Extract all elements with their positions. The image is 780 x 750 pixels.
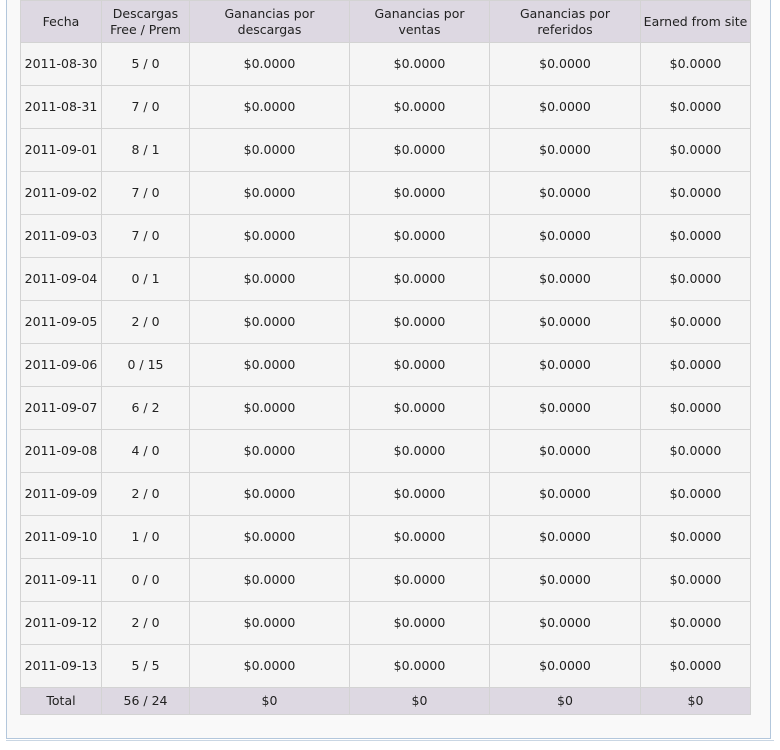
cell-downloads: 7 / 0 xyxy=(102,215,190,258)
cell-earn-downloads: $0.0000 xyxy=(190,516,350,559)
table-row xyxy=(21,301,751,344)
cell-date: 2011-09-07 xyxy=(21,387,102,430)
cell-earn-site: $0.0000 xyxy=(641,172,751,215)
cell-earn-site: $0.0000 xyxy=(641,43,751,86)
cell-earn-site: $0.0000 xyxy=(641,129,751,172)
cell-date: 2011-09-02 xyxy=(21,172,102,215)
cell-earn-downloads: $0.0000 xyxy=(190,86,350,129)
cell-earn-sales: $0.0000 xyxy=(350,344,490,387)
cell-date: 2011-09-04 xyxy=(21,258,102,301)
cell-date: 2011-09-11 xyxy=(21,559,102,602)
totals-downloads: 56 / 24 xyxy=(102,688,190,715)
cell-date: 2011-08-30 xyxy=(21,43,102,86)
table-row xyxy=(21,387,751,430)
cell-date: 2011-09-03 xyxy=(21,215,102,258)
panel-divider xyxy=(6,740,774,741)
cell-earn-sales: $0.0000 xyxy=(350,301,490,344)
totals-earn-site: $0 xyxy=(641,688,751,715)
cell-earn-referrals: $0.0000 xyxy=(490,645,641,688)
cell-downloads: 5 / 5 xyxy=(102,645,190,688)
cell-date: 2011-09-01 xyxy=(21,129,102,172)
cell-earn-sales: $0.0000 xyxy=(350,559,490,602)
cell-earn-sales: $0.0000 xyxy=(350,129,490,172)
cell-earn-referrals: $0.0000 xyxy=(490,344,641,387)
cell-earn-downloads: $0.0000 xyxy=(190,645,350,688)
cell-earn-site: $0.0000 xyxy=(641,387,751,430)
cell-earn-sales: $0.0000 xyxy=(350,645,490,688)
totals-earn-referrals: $0 xyxy=(490,688,641,715)
cell-earn-site: $0.0000 xyxy=(641,516,751,559)
cell-date: 2011-09-12 xyxy=(21,602,102,645)
cell-earn-referrals: $0.0000 xyxy=(490,215,641,258)
cell-downloads: 0 / 15 xyxy=(102,344,190,387)
cell-downloads: 0 / 0 xyxy=(102,559,190,602)
table-row xyxy=(21,645,751,688)
cell-earn-site: $0.0000 xyxy=(641,645,751,688)
cell-earn-site: $0.0000 xyxy=(641,344,751,387)
cell-date: 2011-09-05 xyxy=(21,301,102,344)
cell-earn-downloads: $0.0000 xyxy=(190,559,350,602)
table-row xyxy=(21,430,751,473)
header-downloads: Descargas Free / Prem xyxy=(102,1,190,43)
cell-downloads: 7 / 0 xyxy=(102,86,190,129)
cell-earn-downloads: $0.0000 xyxy=(190,43,350,86)
cell-earn-downloads: $0.0000 xyxy=(190,430,350,473)
table-row xyxy=(21,86,751,129)
cell-earn-downloads: $0.0000 xyxy=(190,344,350,387)
table-row xyxy=(21,602,751,645)
cell-earn-referrals: $0.0000 xyxy=(490,43,641,86)
cell-earn-referrals: $0.0000 xyxy=(490,473,641,516)
cell-downloads: 5 / 0 xyxy=(102,43,190,86)
cell-earn-site: $0.0000 xyxy=(641,215,751,258)
cell-date: 2011-08-31 xyxy=(21,86,102,129)
cell-downloads: 4 / 0 xyxy=(102,430,190,473)
cell-earn-site: $0.0000 xyxy=(641,258,751,301)
table-row xyxy=(21,43,751,86)
cell-earn-referrals: $0.0000 xyxy=(490,172,641,215)
cell-date: 2011-09-13 xyxy=(21,645,102,688)
cell-earn-downloads: $0.0000 xyxy=(190,301,350,344)
cell-earn-sales: $0.0000 xyxy=(350,43,490,86)
cell-earn-downloads: $0.0000 xyxy=(190,215,350,258)
cell-downloads: 2 / 0 xyxy=(102,473,190,516)
cell-downloads: 7 / 0 xyxy=(102,172,190,215)
header-earnings-sales: Ganancias por ventas xyxy=(350,1,490,43)
cell-earn-sales: $0.0000 xyxy=(350,516,490,559)
cell-earn-sales: $0.0000 xyxy=(350,172,490,215)
table-row xyxy=(21,473,751,516)
cell-earn-site: $0.0000 xyxy=(641,559,751,602)
cell-earn-referrals: $0.0000 xyxy=(490,559,641,602)
table-row xyxy=(21,215,751,258)
cell-earn-referrals: $0.0000 xyxy=(490,301,641,344)
table-row xyxy=(21,258,751,301)
cell-earn-sales: $0.0000 xyxy=(350,86,490,129)
cell-earn-site: $0.0000 xyxy=(641,602,751,645)
table-row xyxy=(21,344,751,387)
cell-earn-downloads: $0.0000 xyxy=(190,602,350,645)
cell-earn-sales: $0.0000 xyxy=(350,473,490,516)
header-date: Fecha xyxy=(21,1,102,43)
cell-earn-referrals: $0.0000 xyxy=(490,387,641,430)
cell-downloads: 1 / 0 xyxy=(102,516,190,559)
earnings-table xyxy=(20,0,751,715)
cell-downloads: 0 / 1 xyxy=(102,258,190,301)
cell-earn-referrals: $0.0000 xyxy=(490,86,641,129)
cell-date: 2011-09-08 xyxy=(21,430,102,473)
cell-earn-sales: $0.0000 xyxy=(350,602,490,645)
cell-earn-downloads: $0.0000 xyxy=(190,387,350,430)
cell-earn-sales: $0.0000 xyxy=(350,258,490,301)
table-row xyxy=(21,559,751,602)
table-row xyxy=(21,172,751,215)
cell-downloads: 8 / 1 xyxy=(102,129,190,172)
cell-earn-downloads: $0.0000 xyxy=(190,129,350,172)
cell-date: 2011-09-06 xyxy=(21,344,102,387)
header-earnings-referrals: Ganancias por referidos xyxy=(490,1,641,43)
table-row xyxy=(21,516,751,559)
header-earnings-site: Earned from site xyxy=(641,1,751,43)
cell-downloads: 6 / 2 xyxy=(102,387,190,430)
cell-earn-sales: $0.0000 xyxy=(350,387,490,430)
totals-label: Total xyxy=(21,688,102,715)
cell-earn-sales: $0.0000 xyxy=(350,430,490,473)
cell-date: 2011-09-09 xyxy=(21,473,102,516)
cell-earn-downloads: $0.0000 xyxy=(190,258,350,301)
cell-earn-site: $0.0000 xyxy=(641,86,751,129)
cell-earn-site: $0.0000 xyxy=(641,301,751,344)
cell-downloads: 2 / 0 xyxy=(102,301,190,344)
cell-earn-referrals: $0.0000 xyxy=(490,516,641,559)
totals-row xyxy=(21,688,751,715)
totals-earn-sales: $0 xyxy=(350,688,490,715)
totals-earn-downloads: $0 xyxy=(190,688,350,715)
cell-earn-downloads: $0.0000 xyxy=(190,473,350,516)
table-row xyxy=(21,129,751,172)
cell-earn-referrals: $0.0000 xyxy=(490,430,641,473)
cell-earn-sales: $0.0000 xyxy=(350,215,490,258)
cell-earn-referrals: $0.0000 xyxy=(490,602,641,645)
cell-downloads: 2 / 0 xyxy=(102,602,190,645)
header-earnings-downloads: Ganancias por descargas xyxy=(190,1,350,43)
cell-date: 2011-09-10 xyxy=(21,516,102,559)
table-header-row xyxy=(21,1,751,43)
cell-earn-downloads: $0.0000 xyxy=(190,172,350,215)
cell-earn-referrals: $0.0000 xyxy=(490,129,641,172)
cell-earn-site: $0.0000 xyxy=(641,430,751,473)
cell-earn-site: $0.0000 xyxy=(641,473,751,516)
cell-earn-referrals: $0.0000 xyxy=(490,258,641,301)
